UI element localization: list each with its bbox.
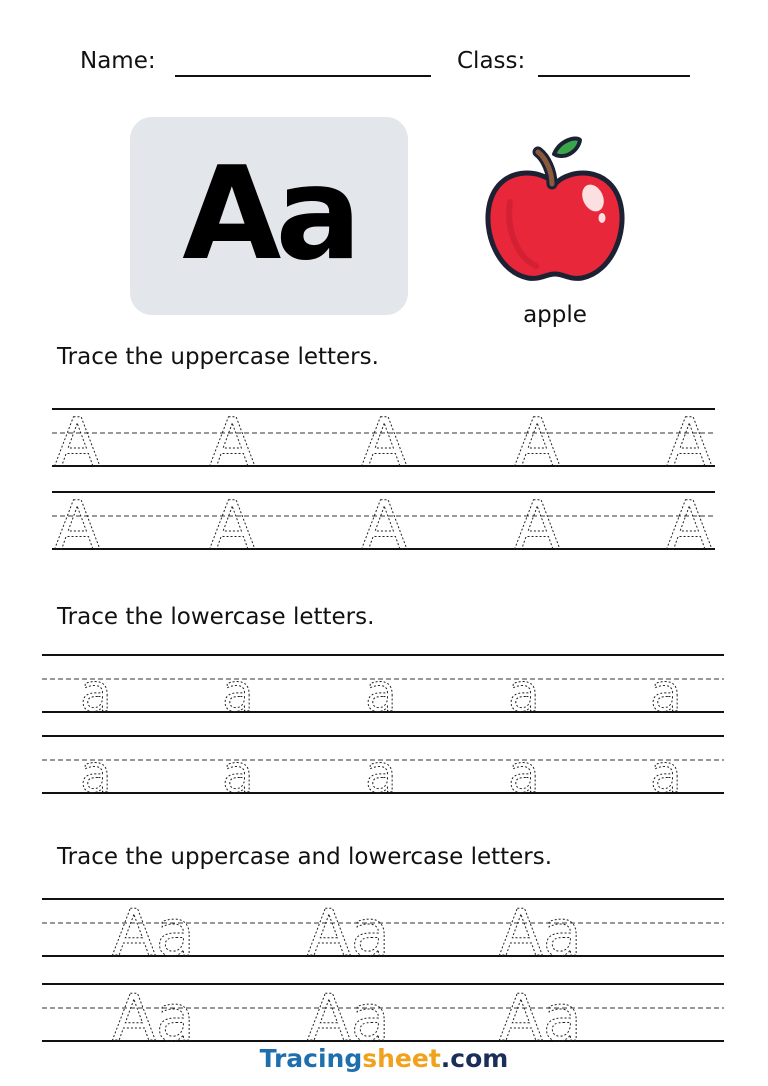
trace-letter: a [508,745,540,805]
trace-letter: A [666,404,713,483]
trace-letter: a [222,745,254,805]
trace-letter: a [650,745,682,805]
trace-letter: a [222,664,254,724]
instruction-uppercase: Trace the uppercase letters. [57,344,379,370]
trace-letters: Aa [307,982,390,1056]
brand-part-tracing: Tracing [259,1044,363,1073]
trace-letter: A [666,487,713,566]
trace-letter: A [54,487,101,566]
trace-letter: A [361,487,408,566]
brand-part-com: .com [440,1044,509,1073]
trace-letters: Aa [112,897,195,971]
trace-letter: a [80,664,112,724]
brand-footer [0,1044,768,1073]
trace-letter: A [209,487,256,566]
trace-letter: A [514,487,561,566]
brand-part-sheet: sheet [362,1044,441,1073]
trace-letter: A [514,404,561,483]
trace-letters: Aa [499,982,582,1056]
trace-letter: a [650,664,682,724]
hero-letters: Aa [182,140,356,289]
trace-letter: A [54,404,101,483]
trace-letter: A [361,404,408,483]
trace-letter: A [209,404,256,483]
word-label: apple [523,302,587,328]
trace-letter: a [365,745,397,805]
instruction-lowercase: Trace the lowercase letters. [57,604,375,630]
trace-letter: a [508,664,540,724]
trace-letters: Aa [307,897,390,971]
trace-letters: Aa [499,897,582,971]
trace-letters: Aa [112,982,195,1056]
class-label: Class: [457,48,526,74]
trace-letter: a [80,745,112,805]
name-label: Name: [80,48,156,74]
trace-letter: a [365,664,397,724]
instruction-mixed: Trace the uppercase and lowercase letters. [57,844,553,870]
